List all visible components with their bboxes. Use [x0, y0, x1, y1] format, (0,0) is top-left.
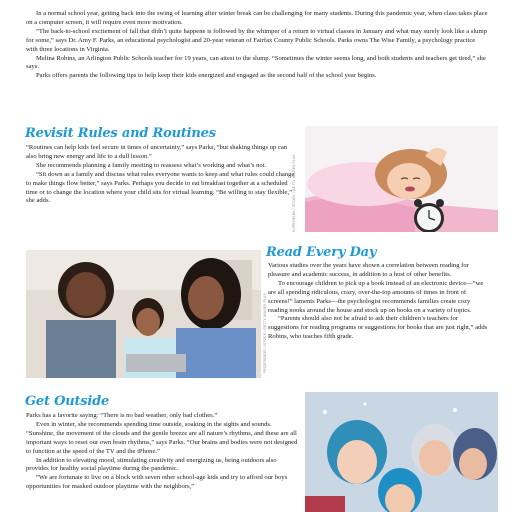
sleeping-girl-photo: [305, 126, 498, 232]
section-paragraph: “Parents should also not be afraid to ask their children’s teachers for suggestions for reading programs or suggestions for books that are just right,” adds Robins, who teaches fifth grade.: [268, 315, 488, 341]
section1-text: [26, 144, 298, 206]
section3-text: [26, 412, 298, 492]
photo-credit: FREDFROESE / ISTOCK / GETTY IMAGES PLUS: [263, 293, 267, 373]
section2-text: [268, 262, 490, 342]
section-paragraph: Various studies over the years have shown a correlation between reading for pleasure and academic success, in addition to a host of other benefits.: [268, 262, 469, 278]
section-paragraph: “Sit down as a family and discuss what rules everyone wants to keep and what rules could change to make things flow better,” says Parks. Perhaps you decide to eat breakfast together at a scheduled time or to change the location where your child sits for virtual learning. “Be willing to stay flexible,” she adds.: [26, 170, 295, 205]
section-paragraph: “We are fortunate to live on a block with seven other school-age kids and try to afford our boys opportunities for masked outdoor playtime with the neighbors,”: [26, 474, 288, 491]
section-paragraph: To encourage children to pick up a book instead of an electronic device—“we are all spending ridiculous, crazy, over-the-top amounts of times in front of screens!” laments Parks—the psychologist recommends families create cozy reading nooks around the house and stock up on books on a variety of topics.: [268, 279, 484, 314]
section-heading: Get Outside: [25, 394, 110, 409]
kids-in-snow-photo: [305, 392, 498, 512]
section-paragraph: She recommends planning a family meeting to reassess what’s working and what’s not.: [36, 161, 267, 169]
family-reading-photo: [26, 250, 261, 378]
section-paragraph: Even in winter, she recommends spending time outside, soaking in the sights and sounds. “Sunshine, the movement of the clouds and the gentle breeze are all nature’s rhythms, and these are all important ways to reset our own brain rhythms,” says Parks. “Our brains and bodies were not designed to function at the speed of the TV and the iPhone.”: [26, 420, 298, 455]
intro-paragraph: Parks offers parents the following tips to help keep their kids energized and engaged as the second half of the school year begins.: [36, 72, 377, 80]
intro-paragraph: “The back-to-school excitement of fall that didn’t quite happene is followed by the whimper of a return to virtual classes in January and what may surely look like a slump for some,” says Dr. Amy F. Parks, an educational psychologist and 20-year veteran of Fairfax County Public Schools. Parks owns The Wise Family, a psychology practice with three locations in Virginia.: [26, 27, 487, 53]
section-paragraph: Parks has a favorite saying: “There is no bad weather, only bad clothes.”: [26, 412, 218, 419]
section-paragraph: In addition to elevating mood, stimulating creativity and energizing us, being outdoors also provides for healthy social playtime during the pandemic.: [26, 456, 277, 473]
intro-text: [26, 10, 488, 81]
intro-paragraph: In a normal school year, getting back into the swing of learning after winter break can be challenging for many students. During this pandemic year, when class takes place on a computer screen, it will require even more motivation.: [26, 10, 488, 26]
section-heading: Revisit Rules and Routines: [25, 126, 216, 141]
intro-paragraph: Melina Robins, an Arlington Public Schools teacher for 19 years, can attest to the slump. “Sometimes the winter seems long, and both students and teachers get tired,” she says.: [26, 54, 486, 71]
section-paragraph: “Routines can help kids feel secure in times of uncertainty,” says Parks, “but shaking things up can also bring new energy and life to a dull lesson.”: [26, 144, 288, 160]
section-heading: Read Every Day: [266, 245, 377, 260]
photo-credit: KUPRYNENK / ISTOCK / GETTY IMAGES PLUS: [292, 154, 296, 232]
